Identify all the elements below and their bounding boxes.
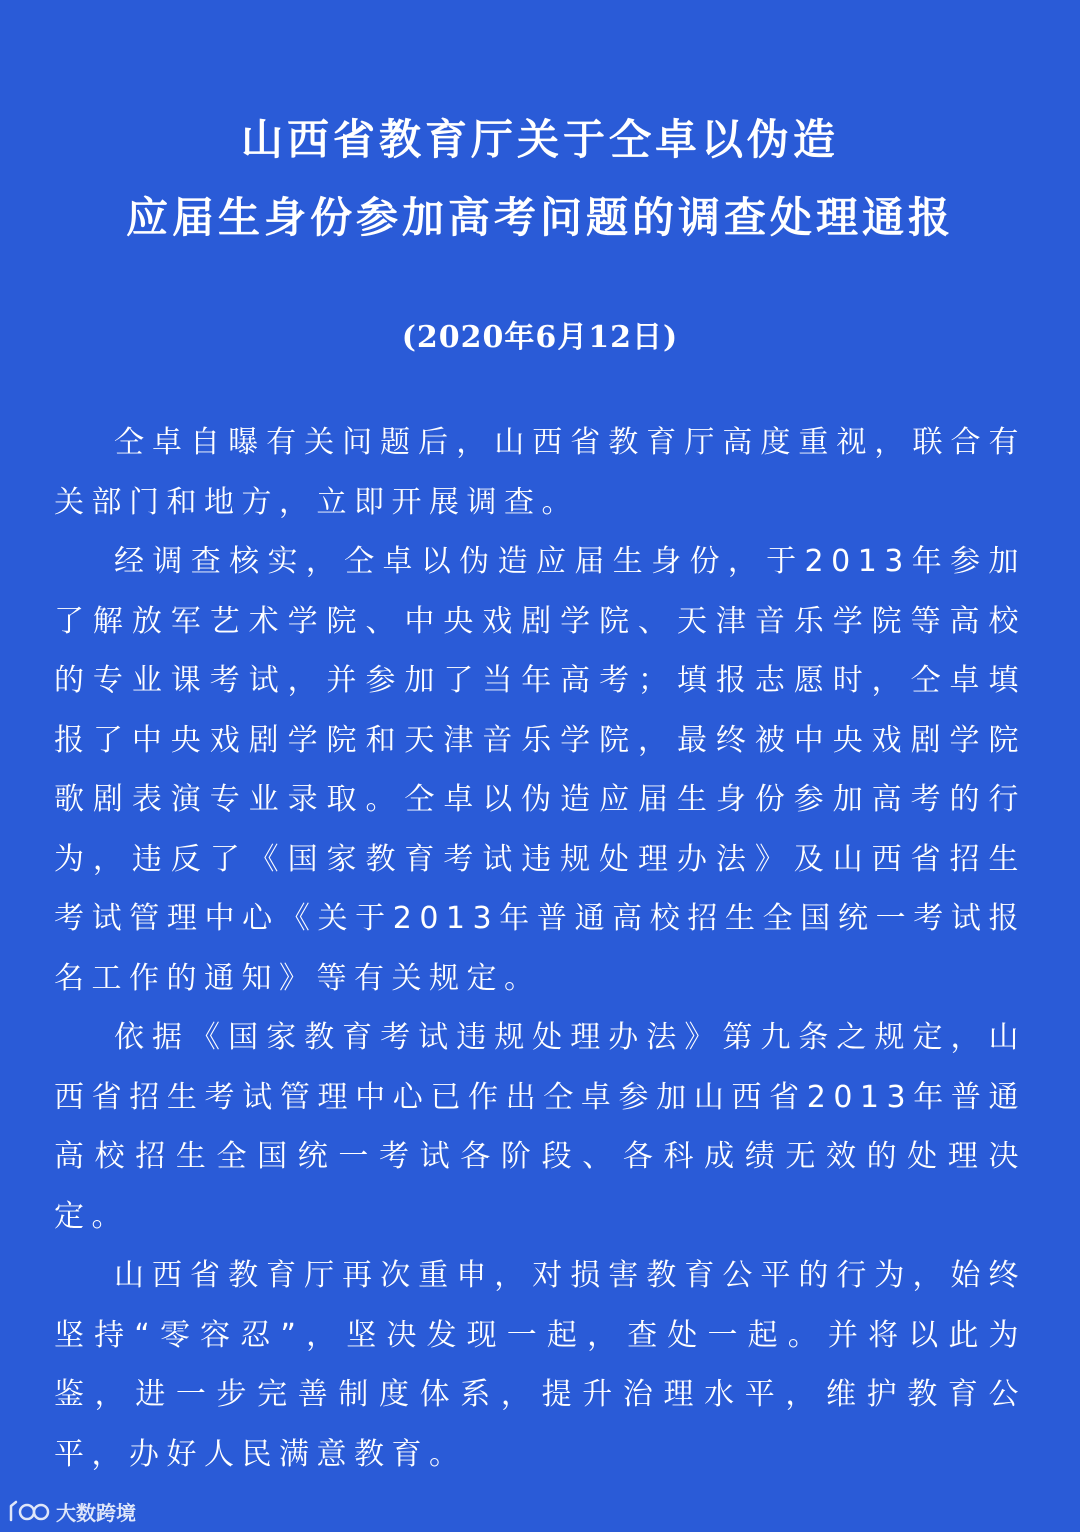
document-body [54,413,1026,1484]
dashu-logo-icon [8,1498,52,1524]
watermark [8,1496,136,1526]
paragraph-2: 经调查核实，仝卓以伪造应届生身份，于2013年参加了解放军艺术学院、中央戏剧学院、天津音乐学院等高校的专业课考试，并参加了当年高考；填报志愿时，仝卓填报了中央戏剧学院和天津音乐学院，最终被中央戏剧学院歌剧表演专业录取。仝卓以伪造应届生身份参加高考的行为，违反了《国家教育考试违规处理办法》及山西省招生考试管理中心《关于2013年普通高校招生全国统一考试报名工作的通知》等有关规定。 [54,544,1026,996]
paragraph-1: 仝卓自曝有关问题后，山西省教育厅高度重视，联合有关部门和地方，立即开展调查。 [54,425,1026,520]
paragraph-4: 山西省教育厅再次重申，对损害教育公平的行为，始终坚持“零容忍”，坚决发现一起，查处一起。并将以此为鉴，进一步完善制度体系，提升治理水平，维护教育公平，办好人民满意教育。 [54,1258,1026,1472]
paragraph-3: 依据《国家教育考试违规处理办法》第九条之规定，山西省招生考试管理中心已作出仝卓参加山西省2013年普通高校招生全国统一考试各阶段、各科成绩无效的处理决定。 [54,1020,1026,1234]
document-date: (2020年6月12日) [401,320,679,355]
document-title-line-1: 山西省教育厅关于仝卓以伪造 [240,115,839,164]
watermark-text: 大数跨境 [56,1500,136,1525]
document-title-line-2: 应届生身份参加高考问题的调查处理通报 [125,193,954,242]
